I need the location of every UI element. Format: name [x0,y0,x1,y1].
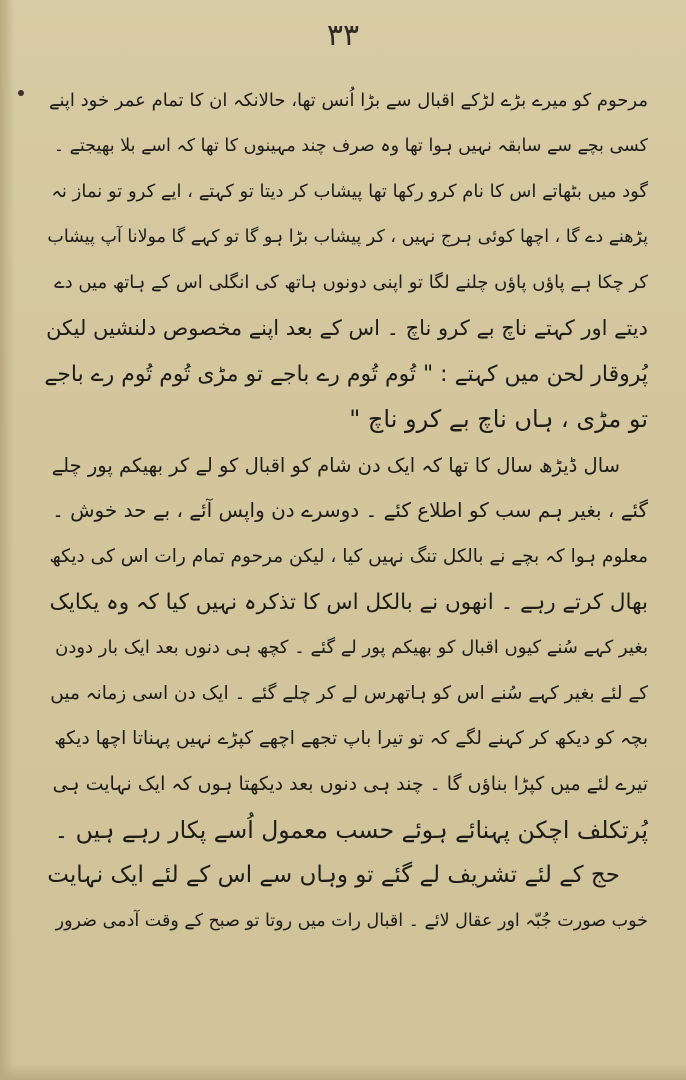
text-line: سال ڈیڑھ سال کا تھا کہ ایک دن شام کو اقبال کو لے کر بھیکم پور چلے [51,453,620,477]
text-line: پڑھنے دے گا ، اچھا کوئی ہرج نہیں ، کر پیشاب بڑا ہو گا تو کہے گا مولانا آپ پیشاب [47,226,648,247]
text-line: کر چکا ہے پاؤں پاؤں چلنے لگا تو اپنی دونوں ہاتھ کی انگلی اس کے ہاتھ میں دے [54,272,648,294]
text-line: پُرتکلف اچکن پہنائے ہوئے حسب معمول اُسے پکار رہے ہیں ۔ [54,815,648,844]
page-number: ۳۳ [326,18,360,53]
page-edge-shadow-bottom [0,1064,686,1080]
text-line: بھال کرتے رہے ۔ انھوں نے بالکل اس کا تذکرہ نہیں کیا کہ وہ یکایک [49,589,648,615]
text-line: تیرے لئے میں کپڑا بناؤں گا ۔ چند ہی دنوں بعد دیکھتا ہوں کہ ایک نہایت ہی [52,772,648,795]
page-text-block [44,78,648,944]
text-line: گود میں بٹھاتے اس کا نام کرو رکھا تھا پیشاب کر دیتا تو کہتے ، ایے کرو تو نماز نہ [51,181,648,203]
text-line: کسی بچے سے سابقہ نہیں ہوا تھا وہ صرف چند مہینوں کا تھا کہ اسے بلا بھیجتے ۔ [53,135,648,156]
page-edge-shadow-left [0,0,14,1080]
text-line: معلوم ہوا کہ بچے نے بالکل تنگ نہیں کیا ، لیکن مرحوم تمام رات اس کی دیکھ [49,545,648,567]
text-line: کے لئے بغیر کہے سُنے اس کو ہاتھرس لے کر چلے گئے ۔ ایک دن اسی زمانہ میں [50,682,648,704]
text-line: بغیر کہے سُنے کیوں اقبال کو بھیکم پور لے گئے ۔ کچھ ہی دنوں بعد ایک بار دودن [55,637,648,659]
text-line: دیتے اور کہتے ناچ بے کرو ناچ ۔ اس کے بعد اپنے مخصوص دلنشیں لیکن [46,315,648,340]
text-line: مرحوم کو میرے بڑے لڑکے اقبال سے بڑا اُنس تھا، حالانکہ ان کا تمام عمر خود اپنے [48,90,648,111]
text-line: پُروقار لحن میں کہتے : " تُوم تُوم رے باجے تو مڑی تُوم تُوم رے باجے [44,361,648,387]
text-line: خوب صورت جُبّہ اور عقال لائے ۔ اقبال رات میں روتا تو صبح کے وقت آدمی ضرور [55,910,648,931]
text-line: بچہ کو دیکھ کر کہنے لگے کہ تو تیرا باپ تجھے اچھے کپڑے نہیں پہناتا اچھا دیکھ [54,728,648,750]
text-line: تو مڑی ، ہاں ناچ بے کرو ناچ " [349,405,648,434]
text-line: حج کے لئے تشریف لے گئے تو وہاں سے اس کے لئے ایک نہایت [47,862,620,889]
ink-dot-mark [18,90,24,96]
text-line: گئے ، بغیر ہم سب کو اطلاع کئے ۔ دوسرے دن واپس آئے ، بے حد خوش ۔ [52,498,648,523]
